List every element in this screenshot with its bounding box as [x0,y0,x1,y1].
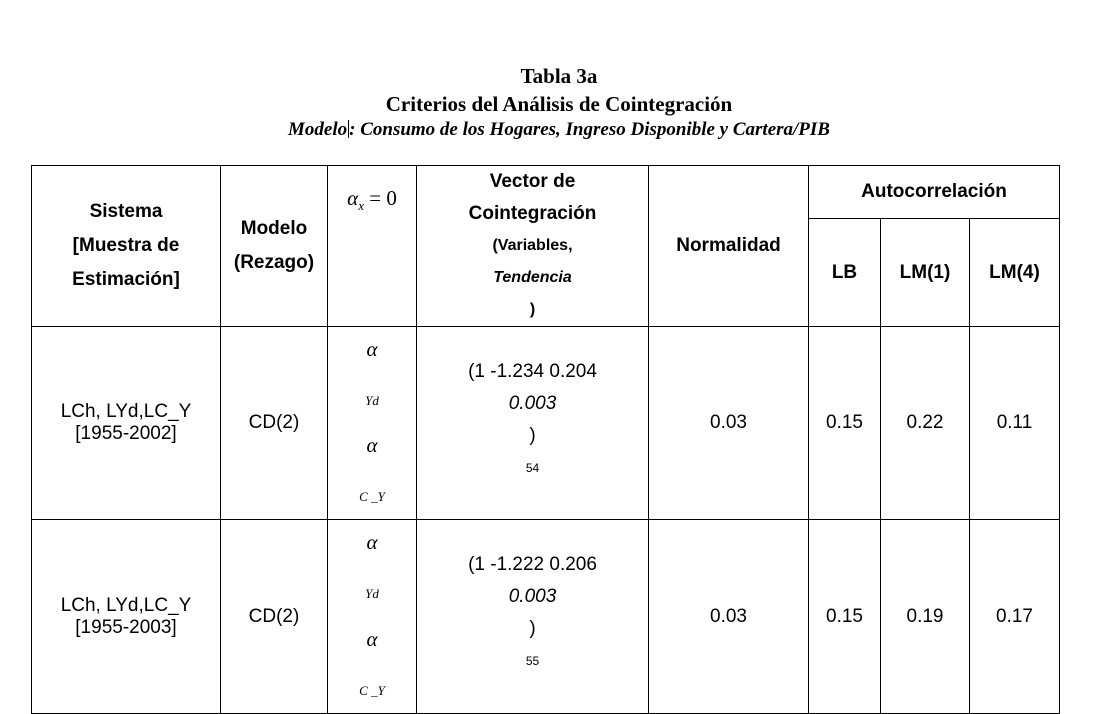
header-lm4: LM(4) [970,219,1060,327]
header-sistema [32,166,221,327]
sistema-line2: [1955-2002] [75,423,177,445]
alpha-c-y: α $_{C \_Y}$ [359,626,385,698]
cell-sistema [32,520,221,713]
header-modelo-line2: (Rezago) [233,252,315,273]
cell-lm1: 0.22 [881,327,970,520]
caption-part-2: : Consumo de los Hogares, Ingreso Disponible y Cartera/PIB [349,119,830,140]
header-sistema-line1: Sistema [89,201,163,222]
header-lm1: LM(1) [881,219,970,327]
cell-lm1: 0.19 [881,520,970,713]
header-modelo [221,166,328,327]
sistema-line2: [1955-2003] [75,616,177,638]
cell-alphas [328,520,417,713]
header-alpha-x [328,166,417,327]
sistema-line1: LCh, LYd,LC_Y [60,594,192,616]
sistema-line1: LCh, LYd,LC_Y [60,401,192,423]
table-model-caption [0,118,1118,142]
cell-modelo: CD(2) [221,520,328,713]
cell-sistema [32,327,221,520]
header-sistema-line3: Estimación] [72,269,180,290]
table-title: Tabla 3a [520,64,598,88]
header-autocorrelacion: Autocorrelación [809,166,1060,219]
vector-line2: 0.003 ) $^{54}$ [508,393,557,476]
vector-line2: 0.003 ) $^{55}$ [508,586,557,669]
footnote-ref: 55 [525,654,540,669]
cell-lb: 0.15 [809,520,881,713]
table-subtitle: Criterios del Análisis de Cointegración [385,92,733,116]
vector-line1: (1 -1.234 0.204 [468,361,597,383]
header-vector-line1: Vector de [489,171,576,192]
cointegration-criteria-table [31,165,1060,714]
header-vector-line2: Cointegración [468,203,597,224]
cell-lm4: 0.11 [970,327,1060,520]
header-vector-sub: (Variables, Tendencia ) [492,237,573,318]
header-modelo-line1: Modelo [240,218,308,239]
cell-modelo: CD(2) [221,327,328,520]
alpha-x-formula: $\alpha_x = 0$ [347,186,397,214]
table-row [32,327,1060,520]
cell-lm4: 0.17 [970,520,1060,713]
header-vector [417,166,649,327]
cell-vector [417,520,649,713]
vector-line1: (1 -1.222 0.206 [468,554,597,576]
caption-part-1: Modelo [288,119,348,140]
alpha-yd: α $_{Yd}$ [365,530,379,602]
cell-lb: 0.15 [809,327,881,520]
footnote-ref: 54 [525,461,540,476]
header-sistema-line2: [Muestra de [72,235,180,256]
header-normalidad: Normalidad [649,166,809,327]
alpha-yd: α $_{Yd}$ [365,337,379,409]
table-row [32,520,1060,713]
alpha-c-y: α $_{C \_Y}$ [359,433,385,505]
cell-vector [417,327,649,520]
header-lb: LB [809,219,881,327]
cell-alphas [328,327,417,520]
cell-normalidad: 0.03 [649,327,809,520]
cell-normalidad: 0.03 [649,520,809,713]
